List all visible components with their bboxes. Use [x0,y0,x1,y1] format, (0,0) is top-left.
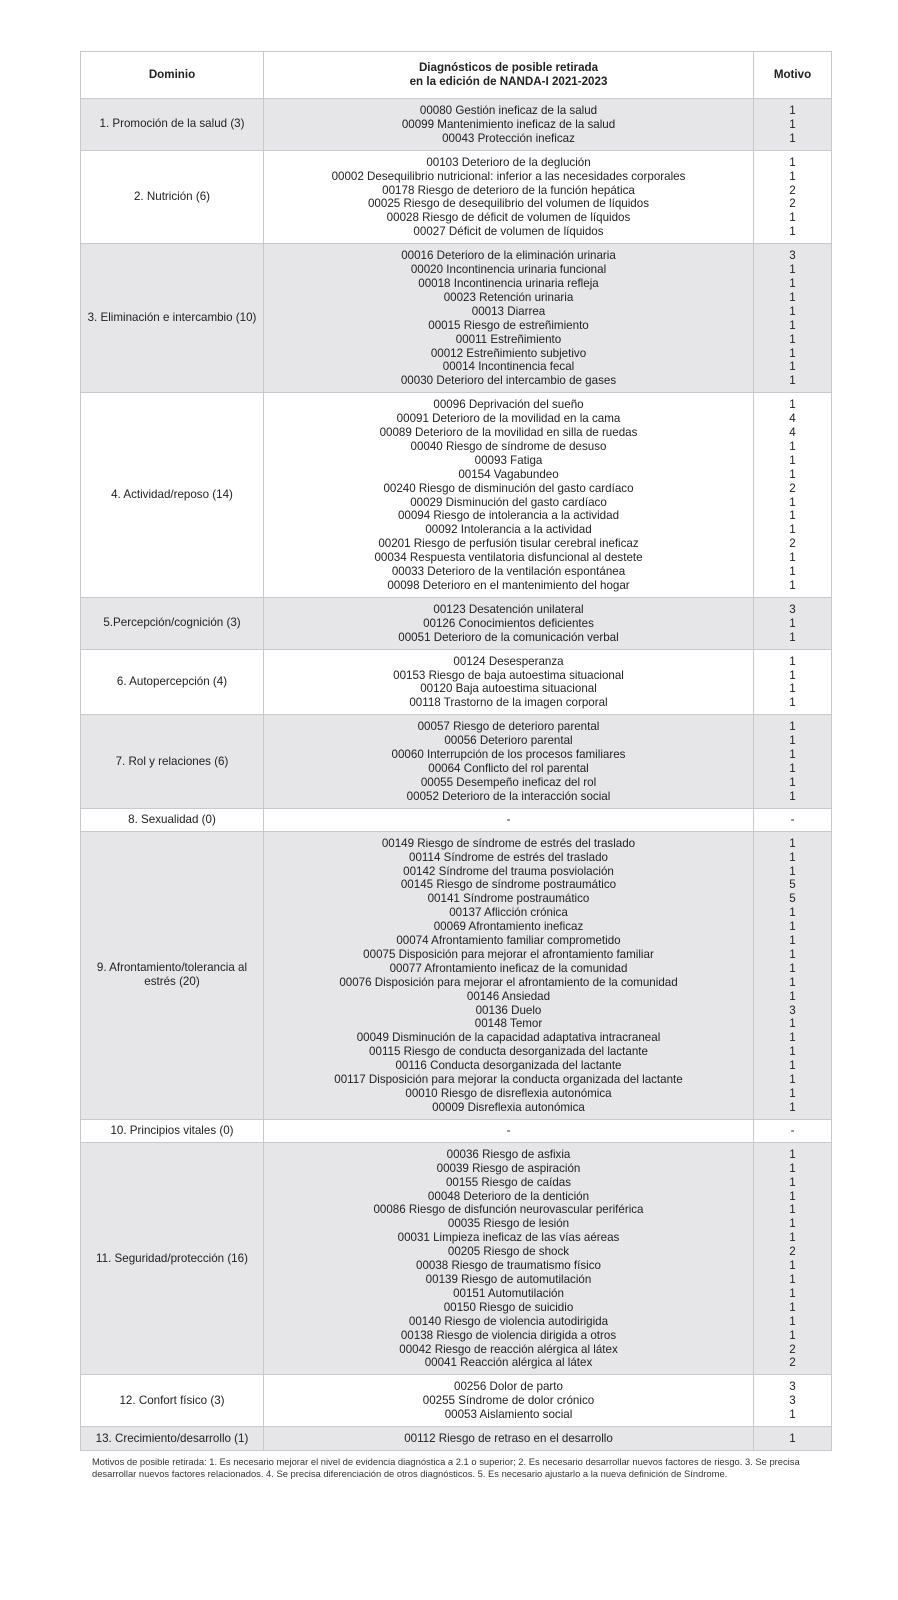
diagnosis-item: 00009 Disreflexia autonómica [432,1100,585,1114]
motivo-value: 1 [789,523,796,537]
table-row [81,150,832,243]
diagnosis-item: 00014 Incontinencia fecal [442,360,575,374]
diagnosis-item: 00096 Deprivación del sueño [433,398,584,412]
motivo-value: 1 [789,934,796,948]
motivo-value: 4 [789,426,796,440]
diagnosis-item: 00086 Riesgo de disfunción neurovascular periférica [373,1203,644,1217]
motivo-value: 1 [789,748,796,762]
diagnoses-cell [264,597,754,649]
diagnosis-item: 00042 Riesgo de reacción alérgica al látex [399,1342,618,1356]
motivo-value: 4 [789,412,796,426]
motivo-value: 1 [789,1286,796,1300]
motivo-value: 1 [789,696,796,710]
diagnosis-item: 00126 Conocimientos deficientes [423,616,594,630]
diagnosis-item: 00023 Retención urinaria [443,290,574,304]
table-row [81,1119,832,1142]
diagnosis-item: 00028 Riesgo de déficit de volumen de líquidos [386,211,631,225]
diagnosis-item: 00035 Riesgo de lesión [447,1217,570,1231]
motivo-value: 2 [789,197,796,211]
diagnosis-item: 00056 Deterioro parental [444,734,573,748]
table-row [81,393,832,598]
diagnosis-item: 00137 Aflicción crónica [449,906,568,920]
motivo-value: 1 [789,211,796,225]
motivo-value: 1 [789,1203,796,1217]
motivo-value: 1 [789,775,796,789]
diagnosis-item: 00064 Conflicto del rol parental [428,761,589,775]
diagnosis-item: 00098 Deterioro en el mantenimiento del hogar [387,579,630,592]
motivo-value: 1 [789,1031,796,1045]
diagnosis-item: 00149 Riesgo de síndrome de estrés del traslado [381,836,636,850]
diagnosis-item: 00255 Síndrome de dolor crónico [422,1394,595,1408]
diagnosis-item: 00016 Deterioro de la eliminación urinaria [401,249,616,263]
motivo-value: 5 [789,878,796,892]
motivo-value: 1 [789,1147,796,1161]
motivo-value: 1 [789,906,796,920]
diagnosis-item: 00089 Deterioro de la movilidad en silla de ruedas [379,426,638,440]
diagnosis-item: 00094 Riesgo de intolerancia a la actividad [397,509,620,523]
table-row [81,831,832,1119]
motivo-value: 2 [789,183,796,197]
diagnosis-item: 00029 Disminución del gasto cardíaco [410,495,607,509]
diagnosis-item: 00155 Riesgo de caídas [445,1175,572,1189]
table-row [81,1142,832,1375]
diagnosis-item: 00112 Riesgo de retraso en el desarrollo [404,1432,613,1446]
motivo-value: 1 [789,1217,796,1231]
motivo-value: 1 [789,761,796,775]
motivo-value: 2 [789,1356,796,1370]
domain-cell: 8. Sexualidad (0) [81,808,264,831]
header-dominio: Dominio [81,52,264,99]
empty-dash: - [790,1123,795,1137]
diagnosis-item: 00010 Riesgo de disreflexia autonómica [405,1087,612,1100]
header-diagnosticos [264,52,754,99]
diagnoses-cell [264,244,754,393]
diagnoses-cell [264,150,754,243]
domain-cell: 1. Promoción de la salud (3) [81,99,264,151]
diagnosis-item: 00036 Riesgo de asfixia [446,1147,571,1161]
header-diagnosticos-line1: Diagnósticos de posible retirada [418,61,599,74]
diagnoses-cell [264,649,754,715]
motivo-value: 1 [789,989,796,1003]
table-row [81,99,832,151]
motivo-cell [754,150,832,243]
diagnosis-item: 00178 Riesgo de deterioro de la función hepática [382,183,635,197]
motivo-value: 1 [789,850,796,864]
domain-cell: 3. Eliminación e intercambio (10) [81,244,264,393]
diagnoses-cell [264,393,754,598]
table-row [81,597,832,649]
diagnosis-item: 00015 Riesgo de estreñimiento [428,318,589,332]
motivo-value: 1 [789,276,796,290]
table-row [81,808,832,831]
diagnosis-item: 00034 Respuesta ventilatoria disfuncional al destete [374,551,643,565]
diagnosis-item: 00020 Incontinencia urinaria funcional [410,263,607,277]
diagnosis-item: 00041 Reacción alérgica al látex [424,1356,593,1370]
motivo-value: 1 [789,290,796,304]
domain-cell: 4. Actividad/reposo (14) [81,393,264,598]
motivo-value: 2 [789,537,796,551]
domain-cell: 13. Crecimiento/desarrollo (1) [81,1427,264,1451]
motivo-value: 1 [789,682,796,696]
diagnosis-item: 00018 Incontinencia urinaria refleja [418,276,599,290]
motivo-value: 1 [789,668,796,682]
diagnosis-item: 00053 Aislamiento social [444,1408,573,1422]
motivo-value: 1 [789,1100,796,1114]
motivo-value: 1 [789,117,796,131]
diagnosis-item: 00051 Deterioro de la comunicación verbal [398,630,619,644]
header-diagnosticos-line2: en la edición de NANDA-I 2021-2023 [409,75,608,88]
motivo-value: 1 [789,1059,796,1073]
diagnosis-item: 00039 Riesgo de aspiración [436,1161,581,1175]
motivo-value: 1 [789,374,796,388]
domain-cell: 2. Nutrición (6) [81,150,264,243]
motivo-value: 2 [789,481,796,495]
diagnosis-item: 00077 Afrontamiento ineficaz de la comunidad [389,961,628,975]
motivo-value: 1 [789,551,796,565]
motivo-value: 1 [789,1408,796,1422]
diagnosis-item: 00025 Riesgo de desequilibrio del volumen de líquidos [367,197,650,211]
motivo-value: 1 [789,630,796,644]
motivo-value: 1 [789,155,796,169]
diagnosis-item: 00116 Conducta desorganizada del lactante [395,1059,622,1073]
diagnosis-item: 00030 Deterioro del intercambio de gases [400,374,617,388]
diagnosis-item: 00240 Riesgo de disminución del gasto cardíaco [383,481,634,495]
motivo-value: 1 [789,616,796,630]
diagnosis-item: 00154 Vagabundeo [458,467,559,481]
diagnosis-item: 00150 Riesgo de suicidio [443,1300,574,1314]
motivo-cell [754,244,832,393]
diagnoses-cell [264,1427,754,1451]
motivo-value: 1 [789,1189,796,1203]
motivo-value: 1 [789,509,796,523]
diagnosis-item: 00256 Dolor de parto [454,1380,563,1394]
domain-cell: 9. Afrontamiento/tolerancia al estrés (20) [81,831,264,1119]
motivo-value: 1 [789,131,796,145]
motivo-value: 1 [789,720,796,734]
motivo-value: 1 [789,453,796,467]
diagnosis-item: 00040 Riesgo de síndrome de desuso [410,439,607,453]
diagnosis-item: 00120 Baja autoestima situacional [420,682,597,696]
diagnosis-item: 00153 Riesgo de baja autoestima situacional [393,668,624,682]
motivo-value: 1 [789,360,796,374]
motivo-value: 1 [789,1087,796,1100]
domain-cell: 12. Confort físico (3) [81,1375,264,1427]
diagnosis-table [80,51,832,1451]
domain-cell: 6. Autopercepción (4) [81,649,264,715]
motivo-value: 3 [789,1394,796,1408]
motivo-value: 1 [789,864,796,878]
motivo-value: 1 [789,1161,796,1175]
motivo-value: 1 [789,920,796,934]
diagnosis-item: 00099 Mantenimiento ineficaz de la salud [401,117,616,131]
table-row [81,1427,832,1451]
motivo-value: 1 [789,579,796,592]
motivo-value: 3 [789,602,796,616]
motivo-value: 1 [789,304,796,318]
motivo-cell [754,1375,832,1427]
diagnosis-item: 00038 Riesgo de traumatismo físico [416,1259,601,1273]
diagnosis-item: 00118 Trastorno de la imagen corporal [409,696,608,710]
motivo-cell [754,1142,832,1375]
domain-cell: 5.Percepción/cognición (3) [81,597,264,649]
diagnosis-item: 00139 Riesgo de automutilación [425,1272,592,1286]
motivo-value: 1 [789,565,796,579]
diagnosis-item: 00012 Estreñimiento subjetivo [430,346,587,360]
table-body [81,99,832,1451]
diagnosis-item: 00140 Riesgo de violencia autodirigida [408,1314,609,1328]
diagnosis-item: 00141 Síndrome postraumático [427,892,590,906]
diagnosis-item: 00205 Riesgo de shock [447,1245,570,1259]
motivo-cell [754,808,832,831]
diagnosis-item: 00057 Riesgo de deterioro parental [417,720,600,734]
motivo-value: 1 [789,398,796,412]
motivo-cell [754,597,832,649]
diagnosis-item: 00011 Estreñimiento [455,332,562,346]
motivo-value: 1 [789,1259,796,1273]
table-row [81,1375,832,1427]
motivo-cell [754,649,832,715]
diagnosis-item: 00124 Desesperanza [453,654,564,668]
motivo-value: 1 [789,346,796,360]
motivo-cell [754,831,832,1119]
table-row [81,715,832,808]
footnote: Motivos de posible retirada: 1. Es necesario mejorar el nivel de evidencia diagnóstica a 2.1 o superior; 2. Es necesario desarrollar nuevos factores de riesgo. 3. Se precisa desarrollar nuevos factores relacionados. 4. Se precisa diferenciación de otros diagnósticos. 5. Es necesario ajustarlo a la nueva definición de Síndrome. [92,1456,800,1479]
diagnoses-cell [264,808,754,831]
motivo-value: 1 [789,1432,796,1446]
motivo-cell [754,99,832,151]
motivo-value: 1 [789,1231,796,1245]
diagnoses-cell [264,1375,754,1427]
motivo-cell [754,1427,832,1451]
diagnosis-item: 00092 Intolerancia a la actividad [425,523,592,537]
diagnosis-item: 00201 Riesgo de perfusión tisular cerebral ineficaz [378,537,639,551]
motivo-value: 2 [789,1245,796,1259]
diagnosis-item: 00027 Déficit de volumen de líquidos [413,225,604,239]
motivo-value: 1 [789,789,796,803]
diagnosis-item: 00055 Desempeño ineficaz del rol [420,775,597,789]
motivo-value: 1 [789,975,796,989]
motivo-value: 1 [789,1300,796,1314]
motivo-value: 1 [789,225,796,239]
table-header-row [81,52,832,99]
diagnosis-item: 00136 Duelo [475,1003,542,1017]
table-row [81,244,832,393]
motivo-value: 1 [789,1328,796,1342]
domain-cell: 11. Seguridad/protección (16) [81,1142,264,1375]
diagnosis-table-container [80,51,831,1451]
motivo-value: 1 [789,439,796,453]
diagnosis-item: 00013 Diarrea [471,304,546,318]
diagnosis-item: 00069 Afrontamiento ineficaz [433,920,584,934]
motivo-value: 1 [789,495,796,509]
motivo-value: 1 [789,1272,796,1286]
motivo-value: 2 [789,1342,796,1356]
header-motivo: Motivo [754,52,832,99]
diagnoses-cell [264,1142,754,1375]
diagnosis-item: 00076 Disposición para mejorar el afrontamiento de la comunidad [339,975,678,989]
motivo-value: 3 [789,1380,796,1394]
diagnosis-item: 00033 Deterioro de la ventilación espontánea [391,565,626,579]
motivo-value: 1 [789,318,796,332]
motivo-cell [754,715,832,808]
motivo-value: 1 [789,1073,796,1087]
diagnosis-item: 00052 Deterioro de la interacción social [406,789,611,803]
diagnosis-item: 00031 Limpieza ineficaz de las vías aéreas [397,1231,620,1245]
empty-dash: - [790,812,795,826]
motivo-value: 3 [789,249,796,263]
diagnosis-item: 00115 Riesgo de conducta desorganizada del lactante [369,1045,648,1059]
motivo-cell [754,1119,832,1142]
motivo-value: 1 [789,1175,796,1189]
diagnosis-item: 00114 Síndrome de estrés del traslado [409,850,608,864]
diagnoses-cell [264,715,754,808]
diagnosis-item: 00117 Disposición para mejorar la conducta organizada del lactante [334,1073,683,1087]
motivo-value: 5 [789,892,796,906]
diagnoses-cell [264,1119,754,1142]
diagnoses-cell [264,99,754,151]
diagnosis-item: 00138 Riesgo de violencia dirigida a otros [400,1328,617,1342]
domain-cell: 7. Rol y relaciones (6) [81,715,264,808]
diagnosis-item: 00151 Automutilación [453,1286,564,1300]
domain-cell: 10. Principios vitales (0) [81,1119,264,1142]
motivo-value: 1 [789,104,796,117]
diagnosis-item: 00145 Riesgo de síndrome postraumático [400,878,617,892]
diagnosis-item: 00002 Desequilibrio nutricional: inferior a las necesidades corporales [331,169,686,183]
diagnosis-item: 00060 Interrupción de los procesos familiares [391,748,626,762]
motivo-value: 1 [789,1045,796,1059]
diagnosis-item: 00075 Disposición para mejorar el afrontamiento familiar [363,947,654,961]
diagnosis-item: 00091 Deterioro de la movilidad en la cama [396,412,621,426]
empty-dash: - [506,1123,511,1137]
motivo-value: 1 [789,654,796,668]
motivo-value: 1 [789,836,796,850]
motivo-value: 1 [789,734,796,748]
motivo-value: 1 [789,332,796,346]
diagnosis-item: 00093 Fatiga [474,453,543,467]
motivo-value: 1 [789,1314,796,1328]
motivo-cell [754,393,832,598]
motivo-value: 1 [789,961,796,975]
motivo-value: 3 [789,1003,796,1017]
motivo-value: 1 [789,1017,796,1031]
diagnosis-item: 00148 Temor [474,1017,543,1031]
diagnosis-item: 00142 Síndrome del trauma posviolación [403,864,614,878]
diagnoses-cell [264,831,754,1119]
motivo-value: 1 [789,263,796,277]
empty-dash: - [506,812,511,826]
motivo-value: 1 [789,169,796,183]
motivo-value: 1 [789,947,796,961]
diagnosis-item: 00049 Disminución de la capacidad adaptativa intracraneal [356,1031,661,1045]
diagnosis-item: 00043 Protección ineficaz [442,131,575,145]
motivo-value: 1 [789,467,796,481]
diagnosis-item: 00103 Deterioro de la deglución [426,155,591,169]
table-row [81,649,832,715]
diagnosis-item: 00146 Ansiedad [466,989,551,1003]
diagnosis-item: 00048 Deterioro de la dentición [427,1189,590,1203]
diagnosis-item: 00074 Afrontamiento familiar comprometido [396,934,621,948]
diagnosis-item: 00123 Desatención unilateral [433,602,584,616]
diagnosis-item: 00080 Gestión ineficaz de la salud [419,104,598,117]
